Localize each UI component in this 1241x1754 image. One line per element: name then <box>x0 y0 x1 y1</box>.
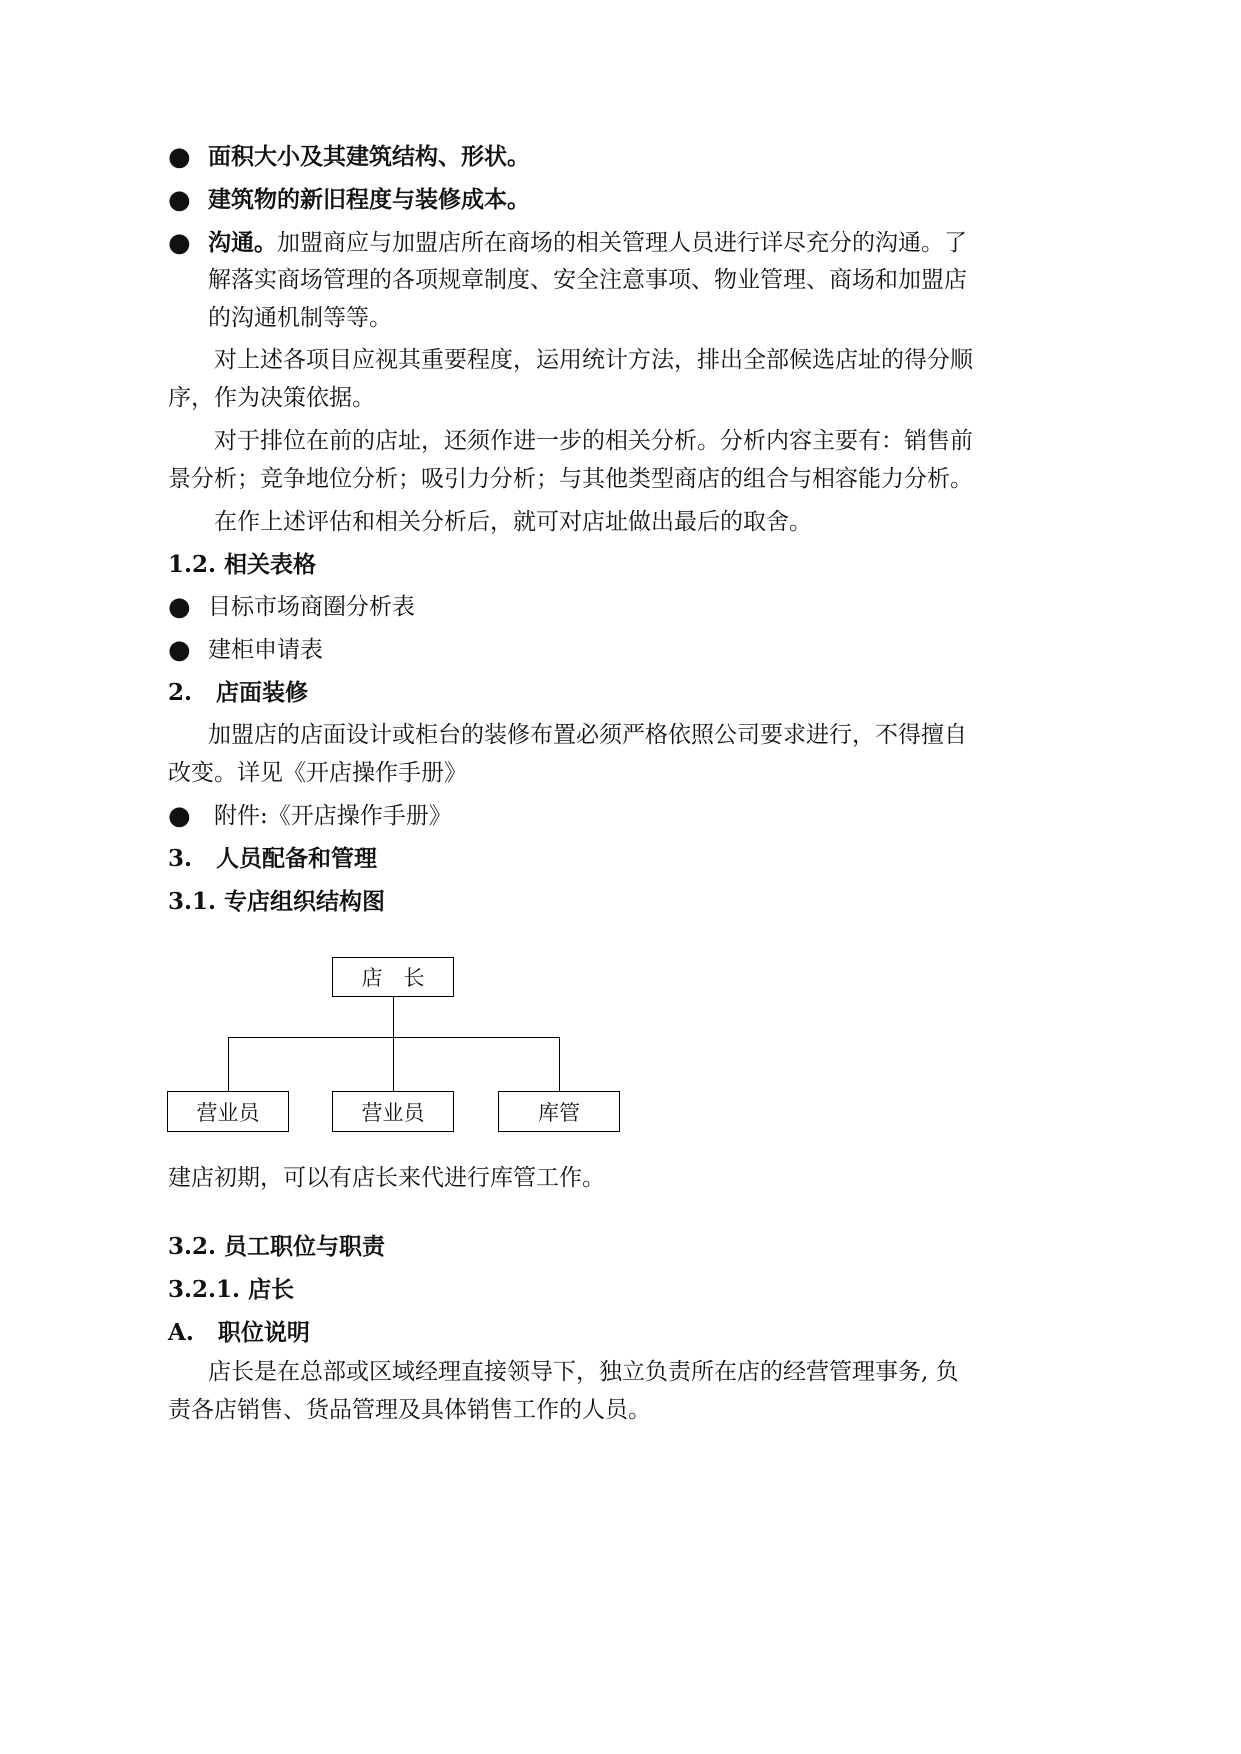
bullet-dot: ● <box>168 635 191 665</box>
org-connector-vertical <box>393 997 394 1037</box>
attachment-item: 附件:《开店操作手册》 <box>214 803 452 829</box>
section-A-heading <box>168 1318 310 1348</box>
section-title: 员工职位与职责 <box>224 1233 386 1260</box>
bullet-item-area: 面积大小及其建筑结构、形状。 <box>208 143 530 170</box>
manager-desc-line-1: 店长是在总部或区域经理直接领导下，独立负责所在店的经营管理事务, 负 <box>208 1359 959 1385</box>
paragraph-1-line-1: 对上述各项目应视其重要程度，运用统计方法，排出全部候选店址的得分顺 <box>214 347 973 373</box>
org-box-store-manager: 店 长 <box>332 957 454 997</box>
communication-line-1: 加盟商应与加盟店所在商场的相关管理人员进行详尽充分的沟通。了 <box>277 230 967 256</box>
section-number: 3.1. <box>168 888 217 915</box>
bullet-dot: ● <box>168 185 191 215</box>
org-connector-left <box>228 1037 229 1091</box>
decoration-line-2: 改变。详见《开店操作手册》 <box>168 760 467 786</box>
form-item-counter-application: 建柜申请表 <box>208 637 323 663</box>
section-2-heading <box>168 678 308 708</box>
bullet-dot: ● <box>168 592 191 622</box>
section-title: 相关表格 <box>224 551 317 578</box>
bullet-item-building: 建筑物的新旧程度与装修成本。 <box>208 186 530 213</box>
section-title: 店面装修 <box>216 679 309 706</box>
section-3-2-1-heading <box>168 1275 294 1305</box>
section-title: 人员配备和管理 <box>216 845 378 872</box>
form-item-market-analysis: 目标市场商圈分析表 <box>208 594 415 620</box>
section-title: 专店组织结构图 <box>224 888 386 915</box>
section-title: 店长 <box>248 1276 295 1303</box>
decoration-line-1: 加盟店的店面设计或柜台的装修布置必须严格依照公司要求进行，不得擅自 <box>208 722 967 748</box>
org-box-salesperson: 营业员 <box>332 1091 454 1132</box>
communication-line-2: 解落实商场管理的各项规章制度、安全注意事项、物业管理、商场和加盟店 <box>208 267 967 293</box>
section-3-1-heading <box>168 887 385 917</box>
org-note: 建店初期，可以有店长来代进行库管工作。 <box>168 1165 605 1191</box>
section-3-2-heading <box>168 1232 385 1262</box>
bullet-dot: ● <box>168 142 191 172</box>
section-title: 职位说明 <box>217 1319 310 1346</box>
org-connector-right <box>559 1037 560 1091</box>
communication-line-3: 的沟通机制等等。 <box>208 305 392 331</box>
section-1-2-heading <box>168 550 316 580</box>
bullet-dot: ● <box>168 801 191 831</box>
section-number: 1.2. <box>168 551 217 578</box>
org-box-salesperson: 营业员 <box>167 1091 289 1132</box>
section-number: A. <box>168 1319 194 1346</box>
paragraph-3: 在作上述评估和相关分析后，就可对店址做出最后的取舍。 <box>214 509 812 535</box>
manager-desc-line-2: 责各店销售、货品管理及具体销售工作的人员。 <box>168 1397 651 1423</box>
bullet-item-communication <box>208 228 967 258</box>
section-3-heading <box>168 844 377 874</box>
paragraph-1-line-2: 序，作为决策依据。 <box>168 385 375 411</box>
communication-lead: 沟通。 <box>208 229 277 256</box>
section-number: 3.2.1. <box>168 1276 241 1303</box>
section-number: 3.2. <box>168 1233 217 1260</box>
bullet-dot: ● <box>168 228 191 258</box>
section-number: 3. <box>168 845 193 872</box>
section-number: 2. <box>168 679 193 706</box>
paragraph-2-line-1: 对于排位在前的店址，还须作进一步的相关分析。分析内容主要有：销售前 <box>214 428 973 454</box>
org-box-warehouse: 库管 <box>498 1091 620 1132</box>
paragraph-2-line-2: 景分析；竞争地位分析；吸引力分析；与其他类型商店的组合与相容能力分析。 <box>168 466 973 492</box>
org-connector-middle <box>393 1037 394 1091</box>
